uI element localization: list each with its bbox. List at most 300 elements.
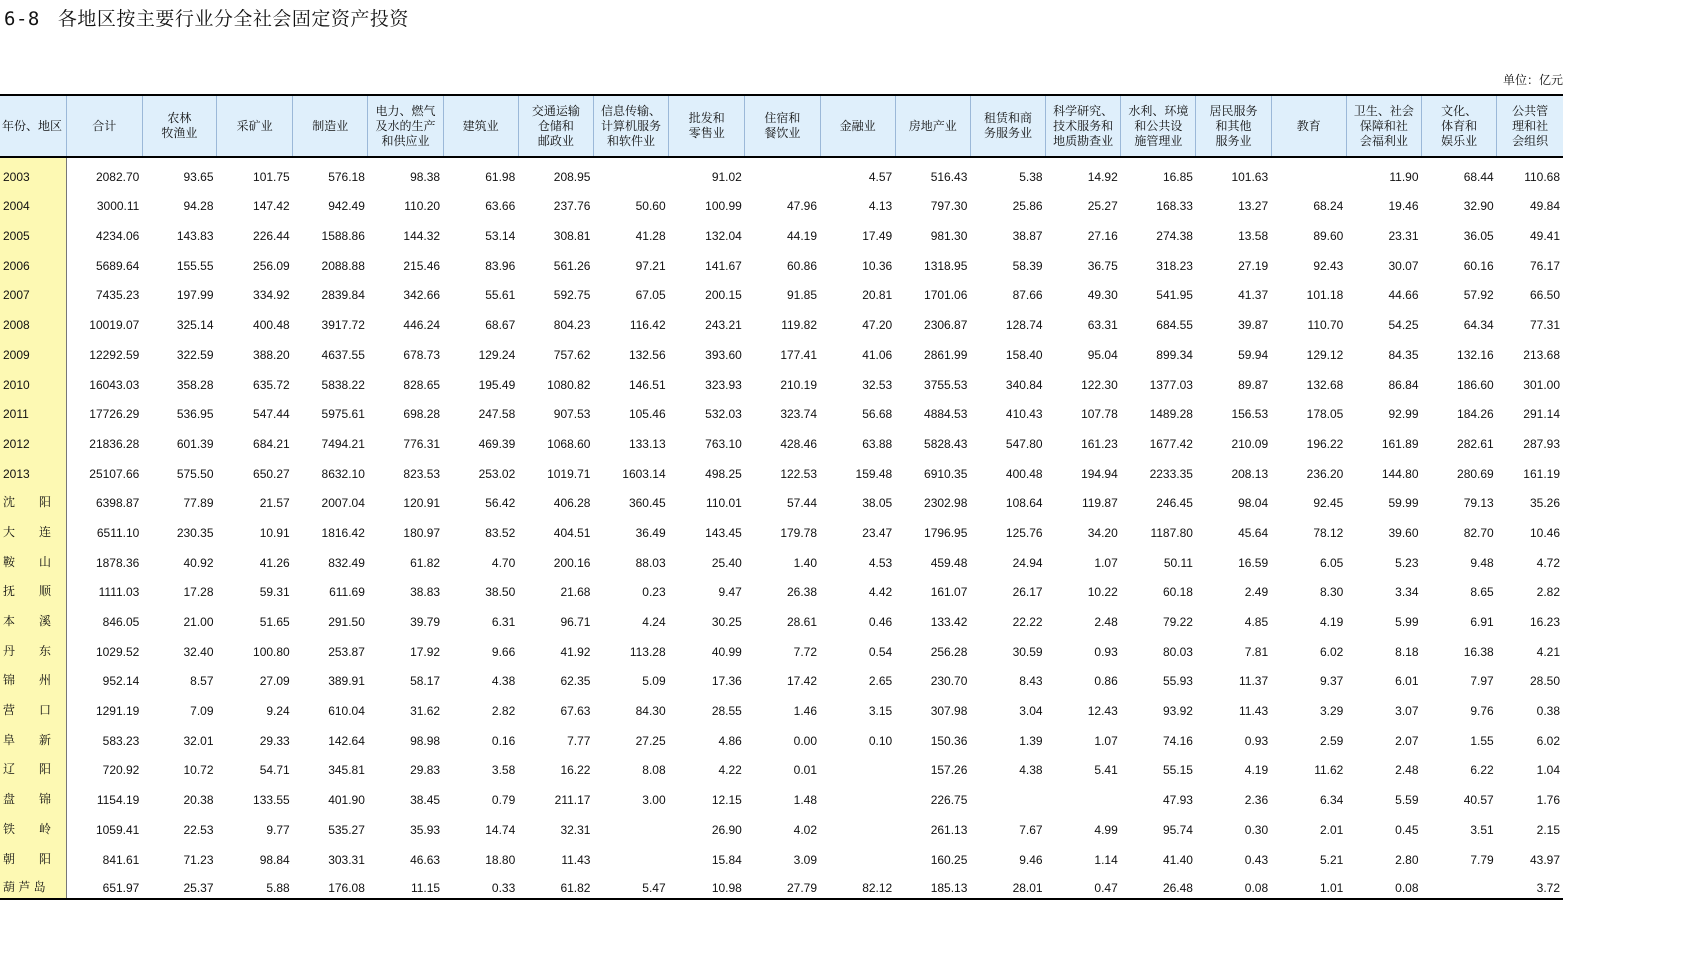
table-row <box>0 484 1563 514</box>
table-cell: 122.53 <box>780 466 818 481</box>
table-cell: 100.80 <box>253 644 290 659</box>
table-cell: 6.31 <box>491 615 516 629</box>
table-cell: 226.44 <box>253 229 290 244</box>
table-cell: 907.53 <box>553 407 591 422</box>
table-cell: 4.19 <box>1319 615 1344 629</box>
header-cell: 租赁和商 务服务业 <box>970 95 1045 157</box>
header-cell: 教育 <box>1271 95 1346 157</box>
table-cell: 797.30 <box>930 199 968 214</box>
table-cell: 22.53 <box>183 822 214 837</box>
table-row <box>0 305 1563 335</box>
table-cell: 230.35 <box>176 525 214 540</box>
table-cell: 2.80 <box>1395 852 1419 867</box>
table-cell: 2007.04 <box>321 496 365 511</box>
table-cell: 5.41 <box>1094 763 1118 778</box>
table-cell: 17.49 <box>862 229 893 244</box>
table-cell: 67.63 <box>560 704 591 719</box>
table-cell: 55.15 <box>1162 763 1193 778</box>
table-cell: 981.30 <box>930 229 968 244</box>
table-cell: 27.09 <box>259 674 290 689</box>
table-cell: 535.27 <box>328 822 365 837</box>
table-cell: 3.04 <box>1019 704 1043 719</box>
table-row <box>0 335 1563 365</box>
table-cell: 601.39 <box>176 436 214 451</box>
table-cell: 1.40 <box>793 555 818 570</box>
table-row <box>0 216 1563 246</box>
table-row <box>0 157 1563 187</box>
table-cell: 1.07 <box>1094 733 1118 748</box>
table-cell: 841.61 <box>102 852 140 867</box>
table-cell: 31.62 <box>410 704 441 719</box>
table-cell: 1.76 <box>1536 793 1560 808</box>
table-cell: 25.27 <box>1087 199 1118 214</box>
table-cell: 400.48 <box>253 318 290 333</box>
table-cell: 1068.60 <box>547 436 591 451</box>
table-cell: 92.99 <box>1388 407 1419 422</box>
table-cell: 1588.86 <box>321 229 365 244</box>
table-cell: 6910.35 <box>924 466 968 481</box>
table-cell: 107.78 <box>1081 407 1118 422</box>
table-cell: 635.72 <box>253 377 290 392</box>
table-cell <box>1271 157 1346 187</box>
table-cell: 146.51 <box>628 377 666 392</box>
table-cell: 101.18 <box>1306 288 1344 303</box>
table-cell: 8632.10 <box>321 466 365 481</box>
table-cell: 2.59 <box>1319 733 1344 748</box>
table-cell: 200.16 <box>553 555 591 570</box>
table-cell: 10.22 <box>1087 585 1118 600</box>
table-cell: 77.89 <box>183 496 214 511</box>
header-cell: 金融业 <box>820 95 895 157</box>
table-cell: 100.99 <box>705 199 742 214</box>
table-cell: 88.03 <box>635 555 666 570</box>
table-body <box>0 157 1563 899</box>
header-cell: 公共管 理和社 会组织 <box>1497 95 1563 157</box>
table-cell: 200.15 <box>705 288 742 303</box>
table-cell: 10.36 <box>862 258 893 273</box>
table-cell: 2839.84 <box>321 288 365 303</box>
table-cell: 5.59 <box>1395 793 1419 808</box>
table-cell: 0.33 <box>443 870 518 900</box>
row-label: 2003 <box>0 157 66 187</box>
table-cell: 76.17 <box>1529 258 1560 273</box>
table-cell: 41.37 <box>1238 288 1269 303</box>
table-cell: 256.09 <box>253 258 290 273</box>
table-cell: 27.16 <box>1087 229 1118 244</box>
table-cell: 35.26 <box>1529 496 1560 511</box>
table-cell: 6.02 <box>1536 733 1560 748</box>
table-cell: 318.23 <box>1156 258 1193 273</box>
table-cell: 9.37 <box>1319 674 1344 689</box>
table-cell: 68.44 <box>1463 169 1494 184</box>
table-cell: 0.79 <box>491 793 516 808</box>
table-cell <box>745 157 820 187</box>
table-cell: 14.92 <box>1087 169 1118 184</box>
table-cell: 161.23 <box>1081 436 1118 451</box>
table-cell: 2233.35 <box>1149 466 1193 481</box>
table-cell: 168.33 <box>1156 199 1193 214</box>
table-cell: 157.26 <box>930 763 968 778</box>
table-cell: 15.84 <box>711 852 742 867</box>
row-label: 朝 阳 <box>0 840 66 870</box>
table-cell: 1029.52 <box>95 644 140 659</box>
table-cell: 186.60 <box>1457 377 1494 392</box>
table-cell: 98.84 <box>259 852 290 867</box>
table-cell: 39.87 <box>1238 318 1269 333</box>
row-label: 铁 岭 <box>0 810 66 840</box>
table-cell: 323.74 <box>780 407 818 422</box>
table-cell: 7.67 <box>1019 822 1043 837</box>
table-cell: 68.24 <box>1313 199 1344 214</box>
table-cell: 110.20 <box>404 199 441 214</box>
table-cell: 60.18 <box>1162 585 1193 600</box>
table-cell: 246.45 <box>1156 496 1193 511</box>
table-cell: 150.36 <box>930 733 968 748</box>
table-cell: 132.68 <box>1306 377 1344 392</box>
table-cell: 547.44 <box>253 407 290 422</box>
table-cell: 3.72 <box>1497 870 1563 900</box>
table-row <box>0 721 1563 751</box>
table-cell: 1377.03 <box>1149 377 1193 392</box>
table-cell: 25107.66 <box>89 466 140 481</box>
table-cell: 4.24 <box>642 615 666 629</box>
table-cell: 532.03 <box>705 407 742 422</box>
table-cell: 389.91 <box>328 674 365 689</box>
table-cell: 804.23 <box>553 318 591 333</box>
table-cell: 576.18 <box>328 169 365 184</box>
table-cell: 38.83 <box>410 585 441 600</box>
table-cell: 5.21 <box>1319 852 1344 867</box>
row-label: 2012 <box>0 424 66 454</box>
table-cell: 1.39 <box>1019 733 1043 748</box>
table-cell: 3917.72 <box>321 318 365 333</box>
row-label: 锦 州 <box>0 662 66 692</box>
table-cell: 11.15 <box>368 870 443 900</box>
table-cell: 47.96 <box>787 199 818 214</box>
table-cell: 116.42 <box>629 318 666 333</box>
table-cell: 32.01 <box>183 733 214 748</box>
table-cell: 47.93 <box>1162 793 1193 808</box>
table-cell: 161.89 <box>1381 436 1419 451</box>
row-label: 2007 <box>0 276 66 306</box>
table-cell: 41.06 <box>862 347 893 362</box>
table-cell: 129.12 <box>1306 347 1344 362</box>
table-row <box>0 187 1563 217</box>
table-cell: 7.97 <box>1470 674 1494 689</box>
table-cell: 38.05 <box>862 496 893 511</box>
header-cell: 房地产业 <box>895 95 970 157</box>
table-cell: 4.99 <box>1094 822 1118 837</box>
table-cell: 261.13 <box>930 822 968 837</box>
table-row <box>0 276 1563 306</box>
table-cell: 592.75 <box>553 288 591 303</box>
table-cell: 113.28 <box>629 644 666 659</box>
table-cell: 6.91 <box>1470 615 1494 629</box>
table-cell <box>820 780 895 810</box>
table-cell: 12292.59 <box>89 347 140 362</box>
table-cell: 30.59 <box>1012 644 1043 659</box>
table-cell: 34.20 <box>1087 525 1118 540</box>
table-cell: 446.24 <box>403 318 441 333</box>
table-cell: 3.29 <box>1319 704 1344 719</box>
table-cell: 28.55 <box>711 704 742 719</box>
table-cell: 1.04 <box>1536 763 1560 778</box>
table-cell: 92.45 <box>1313 496 1344 511</box>
table-cell: 21.68 <box>560 585 591 600</box>
header-cell: 批发和 零售业 <box>669 95 745 157</box>
table-cell: 6.05 <box>1319 555 1344 570</box>
table-cell: 828.65 <box>403 377 441 392</box>
table-cell: 38.45 <box>410 793 441 808</box>
table-cell: 78.12 <box>1313 525 1344 540</box>
table-cell: 610.04 <box>328 704 365 719</box>
table-cell: 1.14 <box>1094 852 1118 867</box>
table-cell: 243.21 <box>705 318 742 333</box>
table-cell <box>820 751 895 781</box>
table-cell: 358.28 <box>176 377 214 392</box>
table-cell: 60.86 <box>787 258 818 273</box>
table-cell: 3.34 <box>1395 585 1419 600</box>
table-cell: 5828.43 <box>924 436 968 451</box>
table-cell: 401.90 <box>328 793 365 808</box>
table-cell: 213.68 <box>1523 347 1560 362</box>
table-cell: 133.42 <box>930 615 968 629</box>
table-cell: 55.93 <box>1162 674 1193 689</box>
table-cell: 11.43 <box>1239 704 1269 719</box>
table-cell: 5838.22 <box>321 377 365 392</box>
table-cell: 119.82 <box>781 318 818 333</box>
table-cell: 44.66 <box>1388 288 1419 303</box>
table-cell: 28.01 <box>970 870 1045 900</box>
table-cell: 776.31 <box>403 436 441 451</box>
table-cell: 5975.61 <box>321 407 365 422</box>
table-cell: 132.56 <box>628 347 666 362</box>
table-cell: 6511.10 <box>96 525 140 540</box>
table-cell: 0.00 <box>793 733 818 748</box>
table-row <box>0 810 1563 840</box>
table-cell: 516.43 <box>930 169 968 184</box>
table-cell <box>820 840 895 870</box>
table-cell: 5.23 <box>1395 555 1419 570</box>
table-cell: 94.28 <box>183 199 214 214</box>
table-cell: 41.40 <box>1162 852 1193 867</box>
table-cell: 236.20 <box>1306 466 1344 481</box>
table-cell: 3.00 <box>642 793 666 808</box>
table-cell: 2861.99 <box>924 347 968 362</box>
table-cell: 3.07 <box>1395 704 1419 719</box>
table-cell: 30.07 <box>1388 258 1419 273</box>
table-cell: 698.28 <box>403 407 441 422</box>
table-cell: 197.99 <box>176 288 214 303</box>
row-label: 葫 芦 岛 <box>0 870 66 900</box>
table-cell: 28.50 <box>1529 674 1560 689</box>
table-cell: 142.64 <box>328 733 365 748</box>
table-cell: 10.72 <box>183 763 214 778</box>
row-label: 2004 <box>0 187 66 217</box>
table-row <box>0 395 1563 425</box>
table-cell: 185.13 <box>895 870 970 900</box>
table-cell: 211.17 <box>554 793 591 808</box>
table-cell: 10019.07 <box>89 318 140 333</box>
table-cell: 6.34 <box>1319 793 1344 808</box>
table-cell: 323.93 <box>705 377 742 392</box>
table-cell: 27.79 <box>745 870 820 900</box>
table-cell: 4.86 <box>718 733 742 748</box>
table-cell: 253.87 <box>328 644 365 659</box>
table-cell <box>593 840 668 870</box>
table-cell: 7494.21 <box>321 436 365 451</box>
table-cell: 54.25 <box>1388 318 1419 333</box>
row-label: 2005 <box>0 216 66 246</box>
row-label: 大 连 <box>0 513 66 543</box>
table-cell: 177.41 <box>780 347 818 362</box>
table-cell: 27.19 <box>1238 258 1269 273</box>
table-cell: 541.95 <box>1156 288 1193 303</box>
table-cell <box>1422 870 1497 900</box>
table-row <box>0 602 1563 632</box>
table-cell: 9.48 <box>1470 555 1494 570</box>
table-cell: 4.38 <box>1019 763 1043 778</box>
table-cell: 23.31 <box>1388 229 1419 244</box>
table-cell: 57.44 <box>787 496 818 511</box>
table-title: 各地区按主要行业分全社会固定资产投资 <box>57 8 409 30</box>
table-cell: 98.04 <box>1238 496 1269 511</box>
table-row <box>0 870 1563 900</box>
table-cell: 16.85 <box>1162 169 1193 184</box>
table-cell: 291.14 <box>1523 407 1560 422</box>
table-cell: 0.10 <box>868 733 893 748</box>
table-cell: 4.21 <box>1536 644 1560 659</box>
table-cell: 53.14 <box>485 229 516 244</box>
table-cell: 16.38 <box>1463 644 1494 659</box>
table-cell: 82.12 <box>820 870 895 900</box>
table-cell: 651.97 <box>66 870 142 900</box>
table-cell: 404.51 <box>553 525 591 540</box>
table-cell: 101.63 <box>1231 169 1269 184</box>
table-cell: 60.16 <box>1463 258 1494 273</box>
table-cell: 2.49 <box>1244 585 1269 600</box>
table-cell: 10.98 <box>669 870 745 900</box>
table-cell <box>1046 780 1121 810</box>
table-cell: 7435.23 <box>95 288 140 303</box>
table-cell: 14.74 <box>485 822 516 837</box>
table-cell: 4.57 <box>868 169 893 184</box>
table-cell: 54.71 <box>259 763 290 778</box>
table-cell: 63.31 <box>1087 318 1118 333</box>
header-cell: 建筑业 <box>443 95 518 157</box>
table-row <box>0 246 1563 276</box>
table-cell: 97.21 <box>635 258 666 273</box>
table-cell: 10.46 <box>1529 525 1560 540</box>
table-cell: 29.33 <box>259 733 290 748</box>
table-cell: 61.82 <box>518 870 593 900</box>
table-cell: 25.40 <box>711 555 742 570</box>
table-cell: 720.92 <box>102 763 140 778</box>
table-cell: 17.42 <box>787 674 818 689</box>
table-cell: 226.75 <box>930 793 968 808</box>
table-cell: 2302.98 <box>924 496 968 511</box>
table-cell: 71.23 <box>183 852 214 867</box>
table-cell: 0.16 <box>491 733 516 748</box>
table-cell: 2306.87 <box>924 318 968 333</box>
table-cell: 110.01 <box>706 496 742 511</box>
table-cell: 4.42 <box>868 585 893 600</box>
table-cell: 147.42 <box>253 199 290 214</box>
table-cell: 84.30 <box>635 704 666 719</box>
table-cell: 26.17 <box>1012 585 1043 600</box>
table-cell: 0.46 <box>868 615 893 629</box>
table-cell: 98.98 <box>410 733 441 748</box>
table-cell: 6.01 <box>1395 674 1419 689</box>
table-cell: 32.31 <box>560 822 591 837</box>
header-cell: 制造业 <box>293 95 368 157</box>
table-cell: 63.88 <box>862 436 893 451</box>
table-cell: 253.02 <box>478 466 516 481</box>
table-cell: 61.98 <box>485 169 516 184</box>
table-cell: 40.57 <box>1463 793 1494 808</box>
table-cell: 39.79 <box>410 615 441 629</box>
table-cell: 846.05 <box>102 615 140 629</box>
table-cell: 108.64 <box>1005 496 1043 511</box>
table-cell: 3.51 <box>1470 822 1494 837</box>
table-cell: 0.86 <box>1094 674 1118 689</box>
table-cell: 17.92 <box>410 644 441 659</box>
table-cell: 2088.88 <box>321 258 365 273</box>
table-cell: 459.48 <box>930 555 968 570</box>
table-cell: 301.00 <box>1523 377 1560 392</box>
table-cell: 210.19 <box>780 377 818 392</box>
table-cell: 2082.70 <box>95 169 140 184</box>
table-cell: 2.15 <box>1536 822 1560 837</box>
table-cell: 9.47 <box>718 585 742 600</box>
table-cell: 26.48 <box>1121 870 1196 900</box>
table-cell: 3.09 <box>793 852 818 867</box>
table-cell: 16.59 <box>1238 555 1269 570</box>
table-cell: 110.68 <box>1524 169 1560 184</box>
table-cell: 4.85 <box>1244 615 1269 629</box>
table-cell: 25.86 <box>1012 199 1043 214</box>
table-cell: 120.91 <box>403 496 441 511</box>
table-cell: 8.30 <box>1319 585 1344 600</box>
header-row <box>0 95 1563 157</box>
table-cell: 27.25 <box>635 733 666 748</box>
table-cell: 19.46 <box>1388 199 1419 214</box>
table-cell: 133.13 <box>628 436 666 451</box>
table-cell: 36.05 <box>1463 229 1494 244</box>
row-label: 2011 <box>0 395 66 425</box>
table-cell: 46.63 <box>410 852 441 867</box>
table-cell: 50.60 <box>635 199 666 214</box>
table-cell: 684.55 <box>1156 318 1193 333</box>
table-cell <box>820 810 895 840</box>
row-label: 2008 <box>0 305 66 335</box>
table-cell: 144.80 <box>1381 466 1419 481</box>
row-label: 本 溪 <box>0 602 66 632</box>
table-cell: 83.96 <box>485 258 516 273</box>
table-cell: 110.70 <box>1307 318 1344 333</box>
table-cell: 210.09 <box>1231 436 1269 451</box>
table-cell: 20.81 <box>862 288 893 303</box>
table-cell: 1291.19 <box>95 704 140 719</box>
table-cell: 13.27 <box>1238 199 1269 214</box>
table-cell: 410.43 <box>1005 407 1043 422</box>
table-cell: 56.68 <box>862 407 893 422</box>
table-cell: 160.25 <box>930 852 968 867</box>
table-cell: 0.01 <box>793 763 818 778</box>
table-cell: 91.02 <box>711 169 742 184</box>
table-cell: 57.92 <box>1463 288 1494 303</box>
table-cell: 43.97 <box>1529 852 1560 867</box>
